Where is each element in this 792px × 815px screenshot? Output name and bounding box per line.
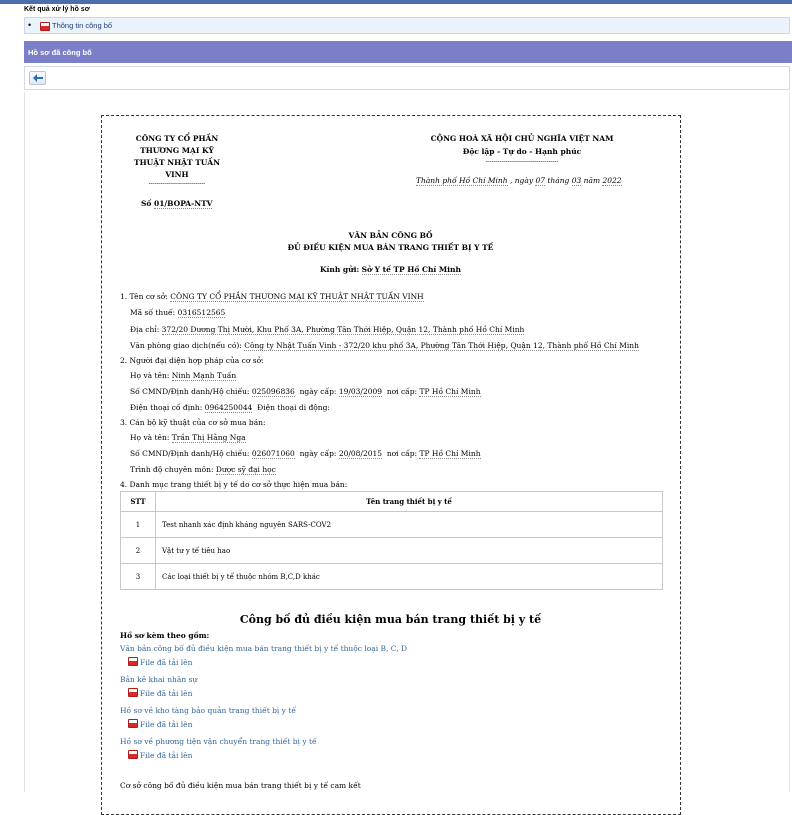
attachment-title[interactable]: Hồ sơ về kho tàng bảo quản trang thiết bị y tế [120,706,296,715]
rep-phone: Điện thoại cố định: 0964250044 Điện thoại di động: [130,403,330,412]
section-2-heading: 2. Người đại diện hợp pháp của cơ sở: [120,356,264,365]
attachment-title[interactable]: Hồ sơ về phương tiện vận chuyển trang thiết bị y tế [120,737,317,746]
pdf-icon [128,719,138,728]
tech-id: Số CMND/Định danh/Hộ chiếu: 026071060 ngày cấp: 20/08/2015 nơi cấp: TP Hồ Chí Minh [130,449,481,458]
info-link[interactable]: Thông tin công bố [52,21,113,30]
nation-rule: ------------------------------------ [485,158,559,165]
nation-line-2: Độc lập - Tự do - Hạnh phúc [462,147,582,156]
table-header-name: Tên trang thiết bị y tế [156,492,663,512]
attachment-file[interactable]: File đã tải lên [128,688,192,698]
result-title: Kết quả xử lý hồ sơ [24,6,90,13]
section-4-heading: 4. Danh mục trang thiết bị y tế do cơ sở thực hiện mua bán: [120,480,348,489]
row-stt: 1 [121,512,156,538]
back-button[interactable] [29,71,46,85]
pdf-icon [128,688,138,697]
doc-title-2: ĐỦ ĐIỀU KIỆN MUA BÁN TRANG THIẾT BỊ Y TẾ [287,243,494,252]
attachment-file[interactable]: File đã tải lên [128,657,192,667]
table-header-stt: STT [121,492,156,512]
commitment-text: Cơ sở công bố đủ điều kiện mua bán trang thiết bị y tế cam kết [120,781,361,790]
doc-number: 01/BOPA-NTV [154,199,213,208]
footer-title: Công bố đủ điều kiện mua bán trang thiết bị y tế [239,613,542,626]
bullet-icon: • [28,20,32,30]
rep-name: Họ và tên: Ninh Mạnh Tuấn [130,371,237,380]
frame-right [789,92,790,792]
company-name-4: VINH [165,170,189,179]
document-paper [101,115,681,815]
equipment-table [120,491,663,590]
address: Địa chỉ: 372/20 Dương Thị Mười, Khu Phố 3A, Phường Tân Thới Hiệp, Quận 12, Thành phố Hồ Chí Minh [130,325,525,334]
rep-id: Số CMND/Định danh/Hộ chiếu: 025096836 ngày cấp: 19/03/2009 nơi cấp: TP Hồ Chí Minh [130,387,481,396]
recipient: Kính gửi: Sở Y tế TP Hồ Chí Minh [320,265,461,274]
pdf-icon [128,657,138,666]
table-row [121,564,663,590]
facility-name: 1. Tên cơ sở: CÔNG TY CỔ PHẦN THƯƠNG MẠI KỸ THUẬT NHẬT TUẤN VINH [120,292,424,301]
doc-title-1: VĂN BẢN CÔNG BỐ [348,231,433,240]
doc-number-label: Số [141,199,152,208]
pdf-icon [128,750,138,759]
row-stt: 2 [121,538,156,564]
company-name-1: CÔNG TY CỔ PHẦN [135,134,219,143]
company-name-3: THUẬT NHẬT TUẤN [134,158,220,167]
company-name-2: THƯƠNG MẠI KỸ [140,146,214,155]
office-address: Văn phòng giao dịch(nếu có): Công ty Nhật Tuấn Vinh - 372/20 khu phố 3A, Phường Tân Thới Hiệp, Quận 12, Thành phố Hồ Chí Minh [130,341,639,350]
attachment-title[interactable]: Bản kê khai nhân sự [120,675,198,684]
row-name: Vật tư y tế tiêu hao [156,538,663,564]
attachment-file[interactable]: File đã tải lên [128,719,192,729]
frame-left [24,92,25,792]
tech-degree: Trình độ chuyên môn: Dược sỹ đại học [130,465,276,474]
info-panel [24,17,790,34]
toolbar [24,66,790,90]
back-arrow-icon [33,74,43,82]
place-date: Thành phố Hồ Chí Minh , ngày 07 tháng 03 năm 2022 [416,176,622,185]
section-3-heading: 3. Cán bộ kỹ thuật của cơ sở mua bán: [120,418,266,427]
tax-code: Mã số thuế: 0316512565 [130,308,226,317]
row-name: Test nhanh xác định kháng nguyên SARS-COV2 [156,512,663,538]
table-row [121,512,663,538]
attachments-heading: Hồ sơ kèm theo gồm: [120,631,210,640]
nation-line-1: CỘNG HOÀ XÃ HỘI CHỦ NGHĨA VIỆT NAM [430,134,614,143]
attachment-title[interactable]: Văn bản công bố đủ điều kiện mua bán trang thiết bị y tế thuộc loại B, C, D [120,644,408,653]
section-banner: Hồ sơ đã công bố [24,41,792,63]
table-row [121,538,663,564]
pdf-icon[interactable] [40,22,50,33]
tech-name: Họ và tên: Trần Thị Hằng Nga [130,433,246,442]
company-rule: ---------------------------- [148,180,206,187]
top-accent-bar [0,0,792,4]
row-name: Các loại thiết bị y tế thuộc nhóm B,C,D khác [156,564,663,590]
attachment-file[interactable]: File đã tải lên [128,750,192,760]
row-stt: 3 [121,564,156,590]
